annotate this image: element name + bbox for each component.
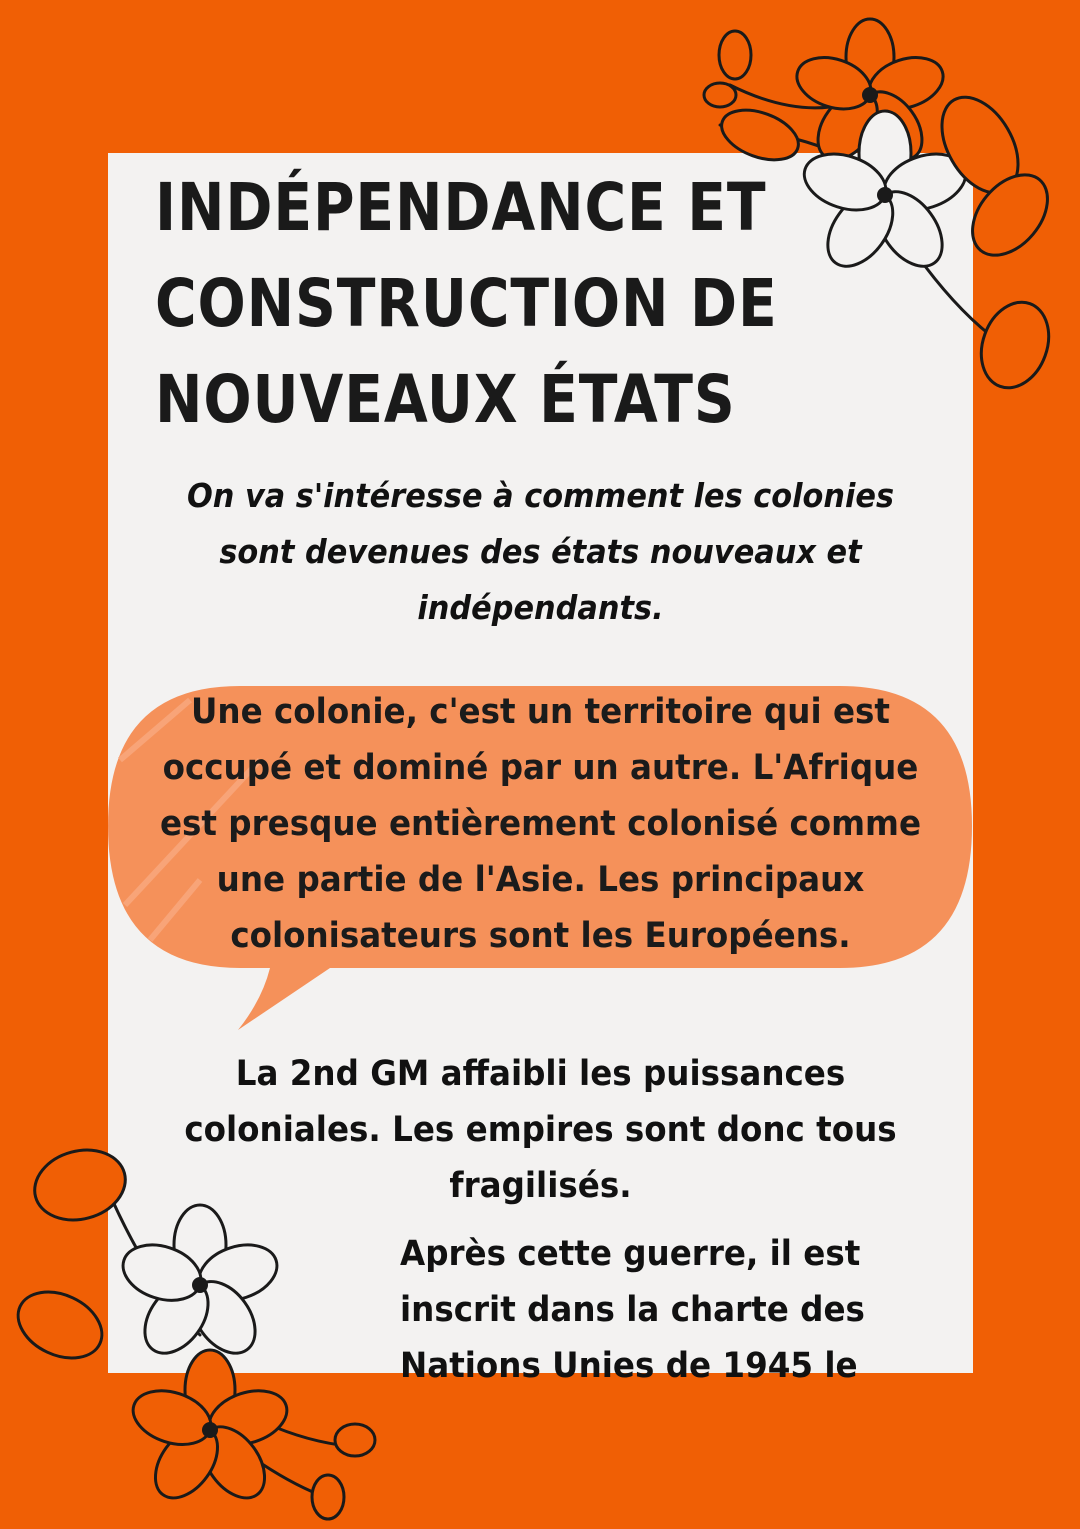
context-line: La 2nd GM affaibli les puissances [235,1054,846,1094]
definition-line: est presque entièrement colonisé comme [159,804,922,844]
title-line: INDÉPENDANCE ET [155,169,767,246]
after-line: inscrit dans la charte des [400,1290,865,1330]
definition-line: colonisateurs sont les Européens. [230,916,851,956]
definition-line: Une colonie, c'est un territoire qui est [190,692,890,732]
after-line: Après cette guerre, il est [400,1234,861,1274]
after-line: Nations Unies de 1945 le [400,1346,858,1386]
title-line: CONSTRUCTION DE [155,265,778,342]
context-paragraph [148,1046,934,1214]
definition-line: une partie de l'Asie. Les principaux [216,860,865,900]
intro-line: indépendants. [417,588,664,627]
definition-line: occupé et dominé par un autre. L'Afrique [162,748,919,788]
title-line: NOUVEAUX ÉTATS [155,361,736,438]
context-line: coloniales. Les empires sont donc tous [184,1110,897,1150]
colony-definition-paragraph [138,684,942,964]
after-war-paragraph [400,1226,921,1394]
intro-line: On va s'intéresse à comment les colonies [186,476,895,515]
context-line: fragilisés. [449,1166,632,1206]
intro-line: sont devenues des états nouveaux et [219,532,862,571]
